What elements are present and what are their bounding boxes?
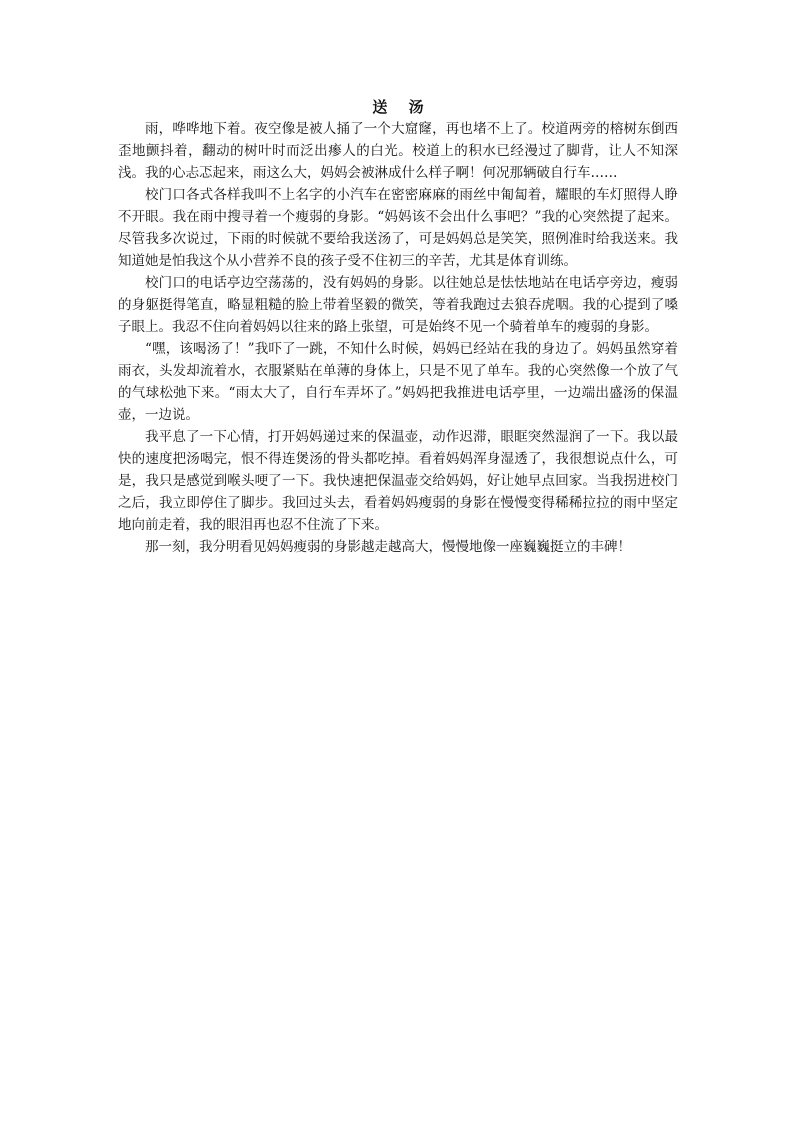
paragraph-5: 我平息了一下心情，打开妈妈递过来的保温壶，动作迟滞，眼眶突然湿润了一下。我以最快的速度把汤喝完，恨不得连煲汤的骨头都吃掉。看着妈妈浑身湿透了，我很想说点什么，可是，我只是感觉到喉头哽了一下。我快速把保温壶交给妈妈，好让她早点回家。当我拐进校门之后，我立即停住了脚步。我回过头去，看着妈妈瘦弱的身影在慢慢变得稀稀拉拉的雨中坚定地向前走着，我的眼泪再也忍不住流了下来。	[118, 429, 678, 533]
article-title: 送 汤	[372, 98, 432, 116]
paragraph-3: 校门口的电话亭边空荡荡的，没有妈妈的身影。以往她总是怯怯地站在电话亭旁边，瘦弱的身躯挺得笔直，略显粗糙的脸上带着坚毅的微笑，等着我跑过去狼吞虎咽。我的心提到了嗓子眼上。我忍不住向着妈妈以往来的路上张望，可是始终不见一个骑着单车的瘦弱的身影。	[118, 275, 678, 335]
article-body	[118, 96, 678, 558]
paragraph-1: 雨，哗哗地下着。夜空像是被人捅了一个大窟窿，再也堵不上了。校道两旁的榕树东倒西歪地颤抖着，翻动的树叶时而泛出瘆人的白光。校道上的积水已经漫过了脚背，让人不知深浅。我的心忐忑起来，雨这么大，妈妈会被淋成什么样子啊！何况那辆破自行车……	[118, 121, 678, 181]
paragraph-6: 那一刻，我分明看见妈妈瘦弱的身影越走越高大，慢慢地像一座巍巍挺立的丰碑！	[145, 539, 631, 555]
paragraph-4: “嘿，该喝汤了！”我吓了一跳，不知什么时候，妈妈已经站在我的身边了。妈妈虽然穿着雨衣，头发却流着水，衣服紧贴在单薄的身体上，只是不见了单车。我的心突然像一个放了气的气球松弛下来。“雨太大了，自行车弄坏了。”妈妈把我推进电话亭里，一边端出盛汤的保温壶，一边说。	[118, 341, 678, 423]
paragraph-2: 校门口各式各样我叫不上名字的小汽车在密密麻麻的雨丝中匍匐着，耀眼的车灯照得人睁不开眼。我在雨中搜寻着一个瘦弱的身影。“妈妈该不会出什么事吧？”我的心突然提了起来。尽管我多次说过，下雨的时候就不要给我送汤了，可是妈妈总是笑笑，照例准时给我送来。我知道她是怕我这个从小营养不良的孩子受不住初三的辛苦，尤其是体育训练。	[118, 187, 678, 269]
